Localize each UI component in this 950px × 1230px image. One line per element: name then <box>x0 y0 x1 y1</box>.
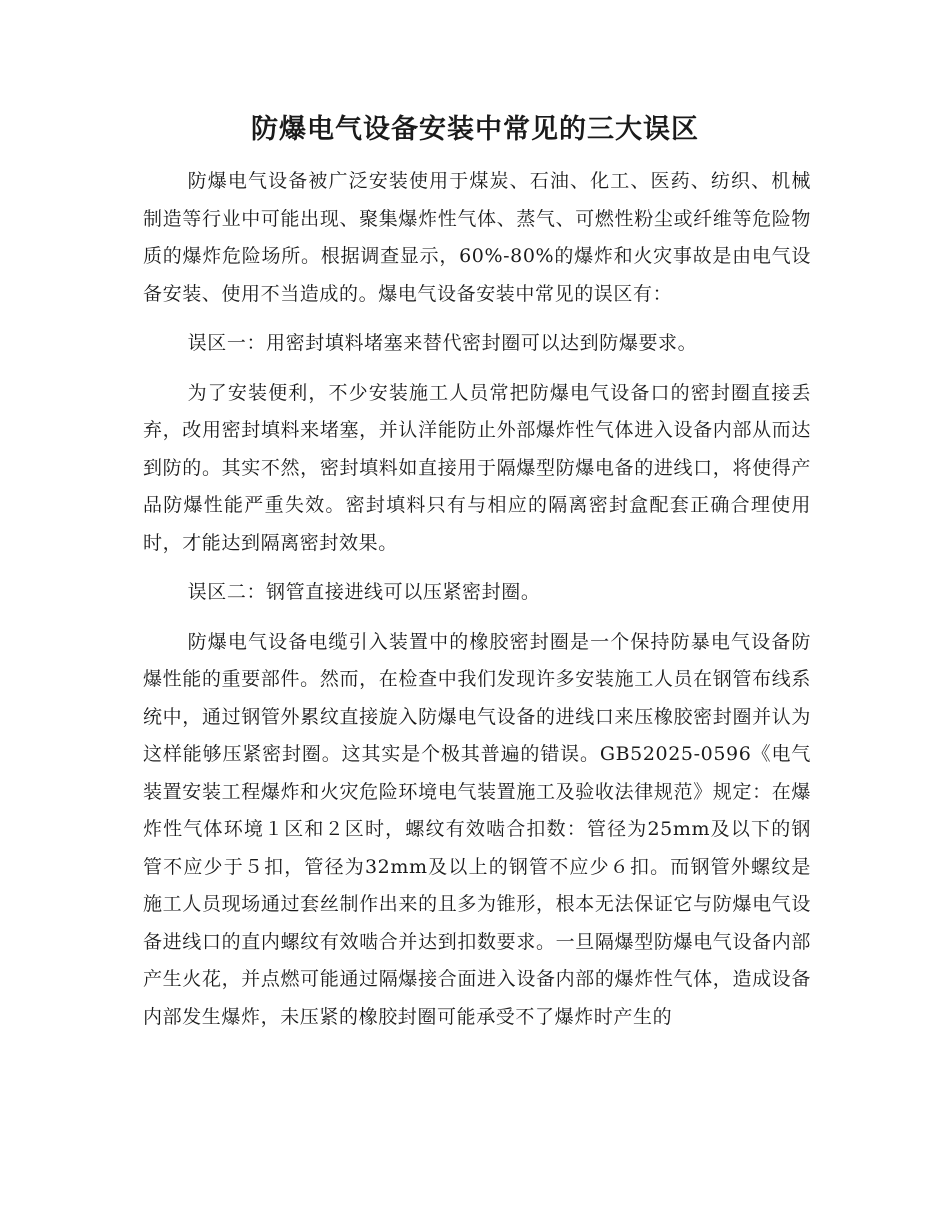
document-title: 防爆电气设备安装中常见的三大误区 <box>251 114 699 145</box>
myth-one-paragraph: 为了安装便利，不少安装施工人员常把防爆电气设备口的密封圈直接丢弃，改用密封填料来堵塞，并认洋能防止外部爆炸性气体进入设备内部从而达到防的。其实不然，密封填料如直接用于隔爆型防爆电备的进线口，将使得产品防爆性能严重失效。密封填料只有与相应的隔离密封盒配套正确合理使用时，才能达到隔离密封效果。 <box>143 381 811 554</box>
document-body <box>143 163 811 1036</box>
myth-one-heading: 误区一：用密封填料堵塞来替代密封圈可以达到防爆要求。 <box>187 332 698 354</box>
myth-two-heading: 误区二：钢管直接进线可以压紧密封圈。 <box>187 581 541 603</box>
myth-two-paragraph: 防爆电气设备电缆引入装置中的橡胶密封圈是一个保持防暴电气设备防爆性能的重要部件。然而，在检查中我们发现许多安装施工人员在钢管布线系统中，通过钢管外累纹直接旋入防爆电气设备的进线口来压橡胶密封圈并认为这样能够压紧密封圈。这其实是个极其普遍的错误。GB52025-0596《电气装置安装工程爆炸和火灾危险环境电气装置施工及验收法律规范》规定：在爆炸性气体环境１区和２区时，螺纹有效啮合扣数：管径为25mm及以下的钢管不应少于５扣，管径为32mm及以上的钢管不应少６扣。而钢管外螺纹是施工人员现场通过套丝制作出来的且多为锥形，根本无法保证它与防爆电气设备进线口的直内螺纹有效啮合并达到扣数要求。一旦隔爆型防爆电气设备内部产生火花，并点燃可能通过隔爆接合面进入设备内部的爆炸性气体，造成设备内部发生爆炸，未压紧的橡胶封圈可能承受不了爆炸时产生的 <box>143 630 811 1028</box>
intro-paragraph: 防爆电气设备被广泛安装使用于煤炭、石油、化工、医药、纺织、机械制造等行业中可能出现、聚集爆炸性气体、蒸气、可燃性粉尘或纤维等危险物质的爆炸危险场所。根据调查显示，60%-80%的爆炸和火灾事故是由电气设备安装、使用不当造成的。爆电气设备安装中常见的误区有： <box>143 170 811 305</box>
